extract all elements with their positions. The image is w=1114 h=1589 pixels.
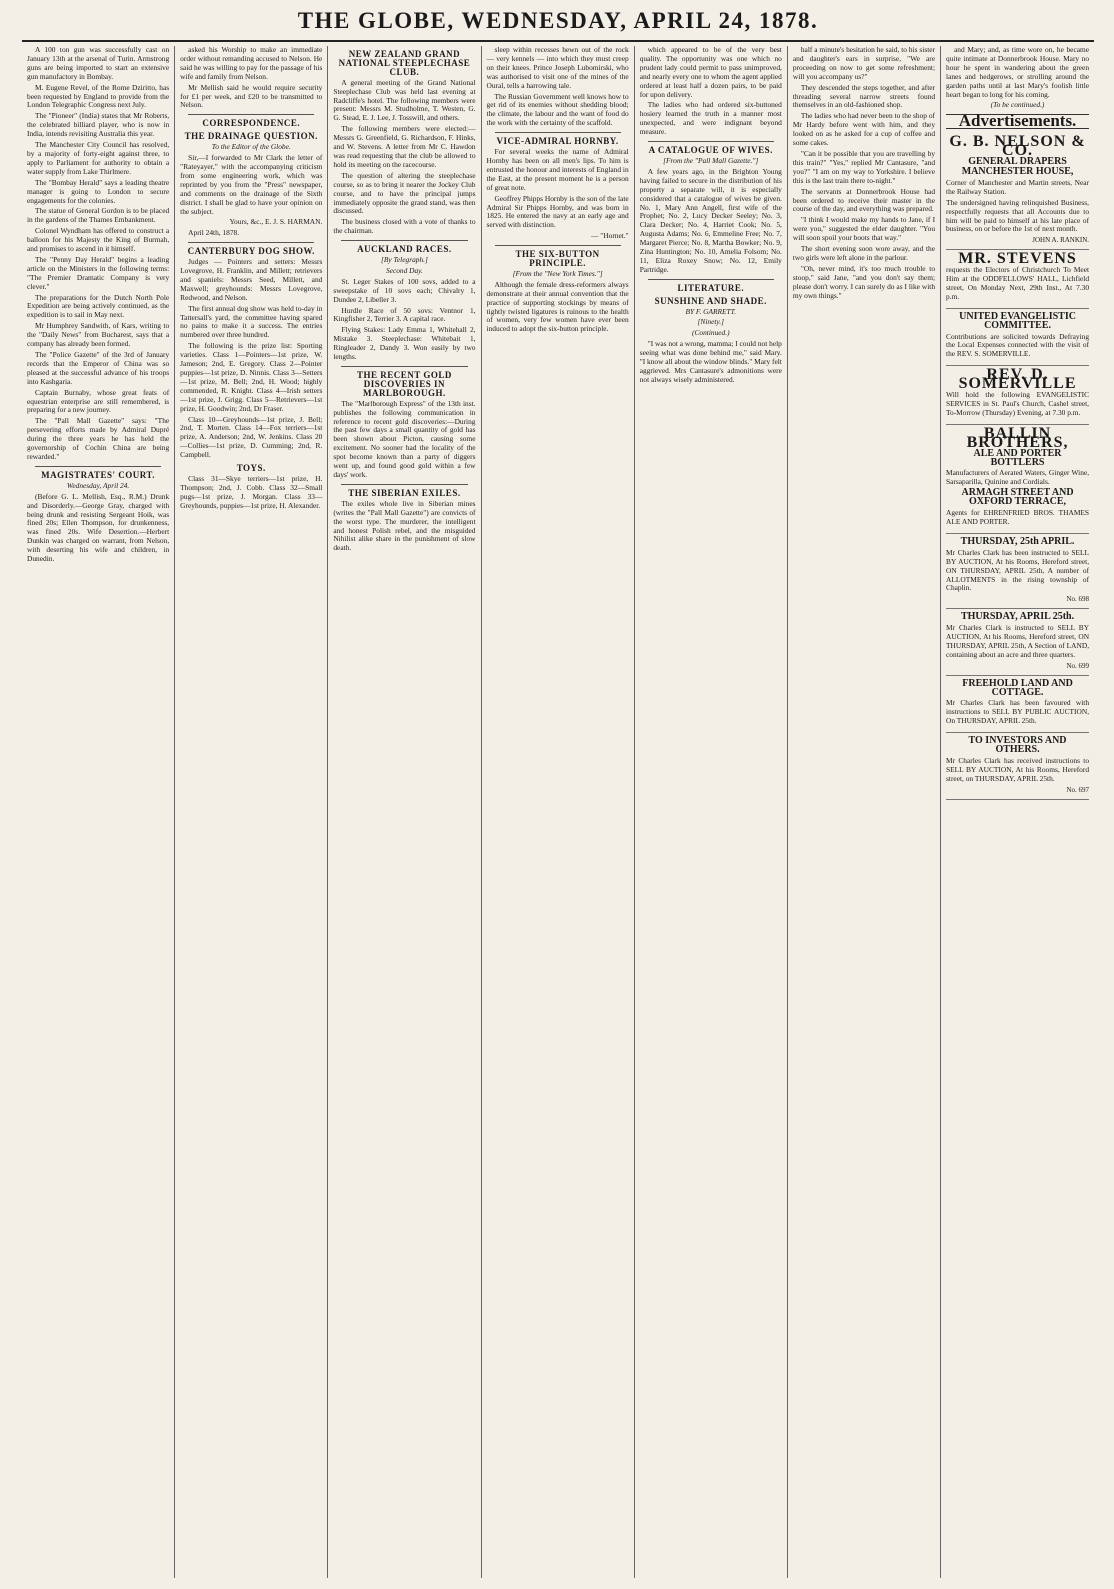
ad-auction-date: THURSDAY, APRIL 25th. — [960, 611, 1075, 623]
ad-auction-number: No. 698 — [1066, 595, 1090, 604]
news-item: The "Penny Day Herald" begins a leading article on the Ministers in the following terms: "The Premier Dramatic Company is very clever." — [27, 254, 170, 291]
divider — [648, 279, 774, 280]
column-6 — [788, 46, 941, 1578]
steeplechase-heading: NEW ZEALAND GRAND NATIONAL STEEPLECHASE CLUB. — [338, 49, 471, 77]
hornby-article: Geoffrey Phipps Hornby is the son of the late Admiral Sir Phipps Hornby, and was born in 1825. He entered the navy at an early age and served with distinction. — [486, 193, 629, 230]
divider — [188, 242, 314, 243]
magistrates-date: Wednesday, April 24. — [66, 480, 130, 490]
race-result: St. Leger Stakes of 100 sovs, added to a sweepstake of 10 sovs each; Chivalry 1, Dundee 2, Libeller 3. — [333, 276, 476, 304]
ad-nelson-name: G. B. NELSON & CO. — [949, 133, 1086, 160]
columns — [22, 46, 1094, 1578]
magistrates-heading: MAGISTRATES' COURT. — [41, 469, 156, 480]
ad-nelson — [946, 133, 1089, 250]
news-item: The "Pioneer" (India) states that Mr Roberts, the celebrated billiard player, who is now in India, intends revisiting Australia this year. — [27, 111, 170, 139]
ad-stevens-name: MR. STEVENS — [958, 250, 1077, 268]
dog-show-judges: Judges — Pointers and setters: Messrs Lovegrove, H. Franklin, and Millett; retrievers and spaniels: Messrs Seed, Millett, and Maxwell; greyhounds: Messrs Lovegrove, Redwood, and Nelson. — [180, 257, 323, 302]
siberian-exiles-report: The exiles whole live in Siberian mines (writes the "Pall Mall Gazette") are convicts of the worst type. The murderer, the intelligent and honest Polish rebel, and the misguided Nihilist alike share in the punishment of slow death. — [333, 498, 476, 553]
story-text: "I was not a wrong, mamma; I could not help seeing what was done behind me," said Mary. "I know all about the window blinds." Mary felt aggrieved. Mrs Cantasure's admonitions were not always wisely administered. — [639, 339, 782, 384]
ad-ballin-address: ARMAGH STREET AND OXFORD TERRACE, — [961, 487, 1074, 508]
column-1 — [22, 46, 175, 1578]
steeplechase-report: A general meeting of the Grand National Steeplechase Club was held last evening at Radcliffe's hotel. The following members were present: Messrs M. Studholme, T. Westen, G. G. Stead, E. J. Lee, J. Tosswill, and others. — [333, 77, 476, 123]
ad-evangelistic-head: UNITED EVANGELISTIC COMMITTEE. — [959, 310, 1076, 331]
steeplechase-report: The business closed with a vote of thanks to the chairman. — [333, 217, 476, 236]
race-result: Hurdle Race of 50 sovs: Ventnor 1, Kingfisher 2, Terrier 3. A capital race. — [333, 305, 476, 324]
catalogue-source: [From the "Pall Mall Gazette."] — [663, 155, 759, 165]
auckland-races-source: [By Telegraph.] — [380, 255, 428, 265]
masthead: THE GLOBE, WEDNESDAY, APRIL 24, 1878. — [22, 8, 1094, 42]
story-text: "Can it be possible that you are travelling by this train?" "Yes," replied Mr Cantasure, "and you?" "I am on my way to Yorkshire. I believe this is the last train there to-night." — [792, 148, 936, 185]
ad-auction-number: No. 699 — [1066, 661, 1090, 670]
ad-investors-text: Mr Charles Clark has received instructions to SELL BY AUCTION, At his Rooms, Hereford street, on THURSDAY, APRIL 25th. — [946, 756, 1090, 783]
ad-freehold — [946, 676, 1089, 734]
ad-investors — [946, 733, 1089, 799]
column-4 — [482, 46, 635, 1578]
divider — [341, 366, 467, 367]
ad-somerville-text: Will hold the following EVANGELISTIC SERVICES in St. Paul's Church, Cashel street, To-Morrow (Thursday) Evening, at 7.30 p.m. — [946, 390, 1090, 417]
gold-discoveries-heading: THE RECENT GOLD DISCOVERIES IN MARLBOROUGH. — [357, 370, 452, 398]
story-text: The ladies who had never been to the shop of Mr Hardy before went with him, and they looked on as he asked for a cup of coffee and some cakes. — [792, 111, 936, 148]
news-item: Colonel Wyndham has offered to construct a balloon for his Majesty the King of Burmah, and promises to ascend in it himself. — [27, 226, 170, 254]
catalogue-article: A few years ago, in the Brighton Young having failed to secure in the distribution of his property a separate will, it is especially considered that a catalogue of wives be given. No. 1, Mary Ann Angell, first wife of the Prophet; No. 2, Lucy Decker Seeley; No. 3, Clara Decker; No. 4, Harriet Cook; No. 5, Augusta Adams; No. 6, Emmeline Free; No. 7, Margaret Pierce; No. 8, Martha Bowker; No. 9, Zina Huntington; No. 10, Amelia Folsom; No. 11, Eliza Roxey Snow; No. 12, Emily Partridge. — [639, 166, 782, 274]
catalogue-heading: A CATALOGUE OF WIVES. — [648, 145, 773, 156]
six-button-source: [From the "New York Times."] — [512, 268, 603, 278]
hornby-article: For several weeks the name of Admiral Hornby has been on all men's lips. To him is entrusted the honour and interests of England in the East, at the present moment he is a person of great note. — [486, 147, 629, 192]
race-result: Flying Stakes: Lady Emma 1, Whitehall 2, Mistake 3. Steeplechase: Whitebait 1, Ringleader 2, Dandy 3. Won easily by two lengths. — [333, 325, 476, 362]
steeplechase-report: The question of altering the steeplechase course, so as to bring it nearer the Jockey Club course, and to have the principal jumps immediately opposite the grand stand, was then discussed. — [333, 170, 476, 216]
story-note: [Ninety.] — [697, 317, 725, 327]
ad-nelson-notice: The undersigned having relinquished Business, respectfully requests that all Accounts due to him will be paid to himself at his late place of business, on or before the 1st of next month. — [946, 197, 1090, 234]
news-item: The preparations for the Dutch North Pole Expedition are being actively continued, as the expedition is to sail in May next. — [27, 292, 170, 320]
story-text: "I think I would make my hands to Jane, if I were you," suggested the elder daughter. "You will soon spoil your boots that way." — [792, 215, 936, 243]
ad-auction-land — [946, 609, 1089, 675]
column-7 — [941, 46, 1094, 1578]
toys-heading: TOYS. — [236, 463, 266, 474]
news-item: The "Bombay Herald" says a leading theatre manager is going to London to secure engagements for the colonies. — [27, 177, 170, 205]
ad-nelson-signature: JOHN A. RANKIN. — [1032, 236, 1090, 245]
drainage-subheading: To the Editor of the Globe. — [211, 142, 291, 152]
drainage-signature: Yours, &c., E. J. S. HARMAN. — [229, 217, 323, 227]
divider — [341, 484, 467, 485]
story-author: BY F. GARRETT. — [685, 306, 737, 316]
news-item: The "Police Gazette" of the 3rd of January records that the Emperor of China was so pleased at the successful advance of his troops into Kashgaria. — [27, 350, 170, 386]
ad-nelson-place: MANCHESTER HOUSE, — [961, 165, 1074, 177]
column-2 — [175, 46, 328, 1578]
news-item: The "Pall Mall Gazette" says: "The persevering efforts made by Admiral Dupré during the three years he has held the governorship of Cochin China are being rewarded." — [27, 416, 170, 461]
gold-discoveries-report: The "Marlborough Express" of the 13th inst. publishes the following communication in reference to recent gold discoveries:—During the past few days a small quantity of gold has been shown about Picton, causing some excitement. No sooner had the locality of the spot become known than a party of diggers went up, and found good gold within a few days' work. — [333, 398, 476, 479]
story-text: The servants at Donnerbrook House had been ordered to receive their master in the course of the day, and everything was prepared. — [792, 186, 936, 214]
ad-stevens — [946, 250, 1089, 309]
steeplechase-report: The following members were elected:—Messrs G. Greenfield, G. Richardson, F. Hinks, and W. Stevens. A letter from Mr C. Hawdon was read requesting that the club be allowed to hold its meeting on the racecourse. — [333, 124, 476, 169]
news-item: Captain Burnaby, whose great feats of equestrian enterprise are still remembered, is preparing for a new journey. — [27, 387, 170, 415]
news-item: sleep within recesses hewn out of the rock — very kennels — into which they must creep on their knees. Prince Joseph Lubomirski, who was authorised to visit one of the mines of the Oural, tells a harrowing tale. — [486, 46, 629, 90]
auckland-races-day: Second Day. — [385, 265, 423, 275]
news-item: which appeared to be of the very best quality. The opportunity was one which no prudent lady could permit to pass unimproved, and nearly every one to whom the agent applied ordered at least half a dozen pairs, to be paid for upon delivery. — [639, 46, 782, 99]
news-item: The statue of General Gordon is to be placed in the gardens of the Thames Embankment. — [27, 206, 170, 225]
ad-auction-date: THURSDAY, 25th APRIL. — [960, 535, 1075, 547]
dog-show-prizes: Class 10—Greyhounds—1st prize, J. Bell; 2nd, T. Morten. Class 14—Fox terriers—1st prize, A. Anderson; 2nd, W. Jenkins. Class 20—Collies—1st prize, D. Cumming; 2nd, R. Campbell. — [180, 414, 323, 460]
ad-ballin-text: Manufacturers of Aerated Waters, Ginger Wine, Sarsaparilla, Quinine and Cordials. — [946, 468, 1090, 487]
drainage-heading: THE DRAINAGE QUESTION. — [184, 131, 318, 142]
hornby-source: — "Hornet." — [591, 231, 629, 241]
news-item: The ladies who had ordered six-buttoned hosiery learned the truth in a manner most unexpected, and were indignant beyond measure. — [639, 100, 782, 137]
ad-ballin-name: BALLIN BROTHERS, — [966, 424, 1069, 451]
news-item: M. Eugene Revel, of the Rome Dziritto, has been requested by England to provide from the London Telegraphic Congress next July. — [27, 82, 170, 110]
divider — [495, 245, 621, 246]
ad-evangelistic-text: Contributions are solicited towards Defraying the Local Expenses connected with the visit of the REV. S. SOMERVILLE. — [946, 331, 1090, 359]
ad-ballin-agents: Agents for EHRENFRIED BROS. THAMES ALE AND PORTER. — [946, 508, 1090, 526]
ad-nelson-address: Corner of Manchester and Martin streets, Near the Railway Station. — [946, 177, 1090, 196]
column-5 — [635, 46, 788, 1578]
news-item: The Russian Government well knows how to get rid of its enemies without shedding blood; the climate, the labour and the want of food do the work with the certainty of the scaffold. — [486, 91, 629, 128]
story-text: and Mary; and, as time wore on, he became quite intimate at Donnerbrook House. Mary no hour he spent in wandering about the green lanes and hedgerows, or strolling around the garden paths until at last Mary's foolish little heart began to long for his coming. — [946, 46, 1090, 99]
story-title: SUNSHINE AND SHADE. — [654, 295, 767, 306]
ad-investors-number: No. 697 — [1066, 785, 1090, 794]
ad-nelson-trade: GENERAL DRAPERS — [968, 156, 1067, 168]
ad-stevens-text: requests the Electors of Christchurch To Meet Him at the ODDFELLOWS' HALL, Lichfield street, On Monday Next, 29th Inst., At 7.30 p.m. — [946, 265, 1090, 301]
story-continued: (Continued.) — [691, 328, 730, 338]
divider — [188, 114, 314, 115]
ad-somerville — [946, 366, 1089, 425]
news-item: asked his Worship to make an immediate order without remanding accused to Nelson. He said he was willing to pay for the passage of his wife and family from Nelson. — [180, 46, 323, 81]
news-item: Mr Mellish said he would require security for £1 per week, and £20 to be transmitted to Nelson. — [180, 82, 323, 110]
drainage-letter: Sir,—I forwarded to Mr Clark the letter of "Rateyayer," with the accompanying criticism from some engineering work, which was reprinted by you from the "Press" newspaper, and comments on the drainage of the Sixth district. I shall be glad to have your opinion on the subject. — [180, 153, 323, 216]
siberian-exiles-heading: THE SIBERIAN EXILES. — [348, 487, 461, 498]
six-button-article: Although the female dress-reformers always demonstrate at their annual convention that the practice of supporting stockings by means of tightly twisted ligatures is ruinous to the health of women, very few women have ever been induced to adopt the six-button principle. — [486, 279, 629, 334]
ad-ballin — [946, 425, 1089, 534]
hornby-heading: VICE-ADMIRAL HORNBY. — [496, 136, 619, 147]
story-text: "Oh, never mind, it's too much trouble to stoop," said Jane, "and you don't say them; please don't worry. I can surely do as I like with my own things." — [792, 263, 936, 300]
story-to-be-continued: (To be continued.) — [990, 100, 1045, 110]
story-text: They descended the steps together, and after threading several narrow streets found themselves in an old-fashioned shop. — [792, 82, 936, 110]
news-item: A 100 ton gun was successfully cast on January 13th at the arsenal of Turin. Armstrong guns are being imported to start an extensive gun manufactory in Bombay. — [27, 46, 170, 81]
ad-auction-text: Mr Charles Clark is instructed to SELL BY AUCTION, At his Rooms, Hereford street, ON THURSDAY, APRIL 25th, A Section of LAND, containing about an acre and three quarters. — [946, 623, 1090, 659]
column-3 — [328, 46, 481, 1578]
ad-evangelistic — [946, 309, 1089, 367]
divider — [648, 141, 774, 142]
ad-investors-head: TO INVESTORS AND OTHERS. — [968, 735, 1067, 756]
news-item: The Manchester City Council has resolved, by a majority of forty-eight against three, to apply to Parliament for authority to obtain a water supply from Lake Thirlmere. — [27, 140, 170, 176]
correspondence-heading: CORRESPONDENCE. — [202, 118, 301, 129]
story-text: The short evening soon wore away, and the two girls were left alone in the parlour. — [792, 244, 936, 262]
divider — [495, 132, 621, 133]
literature-heading: LITERATURE. — [677, 282, 745, 293]
divider — [35, 466, 161, 467]
ad-auction-chaplin — [946, 534, 1089, 609]
ad-freehold-head: FREEHOLD LAND AND COTTAGE. — [962, 677, 1073, 698]
ad-somerville-name: REV. D. SOMERVILLE — [958, 366, 1077, 393]
auckland-races-heading: AUCKLAND RACES. — [357, 244, 452, 255]
toys-prizes: Class 31—Skye terriers—1st prize, H. Thompson; 2nd, J. Cobb. Class 32—Small pugs—1st prize, J. Morgan. Class 33—Greyhounds, puppies—1st prize, H. Alexander. — [180, 473, 323, 510]
dog-show-prizes: The following is the prize list: Sporting varieties. Class 1—Pointers—1st prize, W. Jameson; 2nd, E. Gregory. Class 2—Pointer puppies—1st prize, D. Ninnis. Class 3—Setters—1st prize, M. Bell; 2nd, H. Wood; highly commended, R. Knight. Class 4—Irish setters—1st prize, J. Grigg. Class 5—Retrievers—1st prize, H. Goodwin; 2nd, Dr Fraser. — [180, 341, 323, 413]
story-text: half a minute's hesitation he said, to his sister and daughter's ears in surprise, "We are proceeding on now to get some refreshment; will you accompany us?" — [792, 46, 936, 81]
advertisements-heading: Advertisements. — [946, 114, 1089, 129]
ad-ballin-trade: ALE AND PORTER BOTTLERS — [973, 447, 1062, 468]
dog-show-heading: CANTERBURY DOG SHOW. — [187, 246, 315, 257]
magistrates-report: (Before G. L. Mellish, Esq., R.M.) Drunk and Disorderly.—George Gray, charged with being drunk and resisting Sergeant Hoik, was fined 20s; Ellen Thompson, for drunkenness, was fined 20s. Wife Desertion.—Herbert Dunkin was charged on warrant, from Nelson, with deserting his wife and children, in Dunedin. — [27, 491, 170, 564]
divider — [341, 240, 467, 241]
drainage-date: April 24th, 1878. — [188, 228, 240, 238]
dog-show-report: The first annual dog show was held to-day in Tattersall's yard, the committee having spared no pains to make it a success. The entries numbered over three hundred. — [180, 303, 323, 340]
newspaper-page — [22, 8, 1094, 1578]
six-button-heading: THE SIX-BUTTON PRINCIPLE. — [515, 249, 600, 269]
ad-freehold-text: Mr Charles Clark has been favoured with instructions to SELL BY PUBLIC AUCTION, On THURSDAY, APRIL 25th. — [946, 698, 1090, 726]
news-item: Mr Humphrey Sandwith, of Kars, writing to the "Daily News" from Bucharest, says that a company has already been formed. — [27, 321, 170, 349]
ad-auction-text: Mr Charles Clark has been instructed to SELL BY AUCTION, At his Rooms, Hereford street, ON THURSDAY, APRIL 25th, A number of ALLOTMENTS in the rising township of Chaplin. — [946, 547, 1090, 593]
